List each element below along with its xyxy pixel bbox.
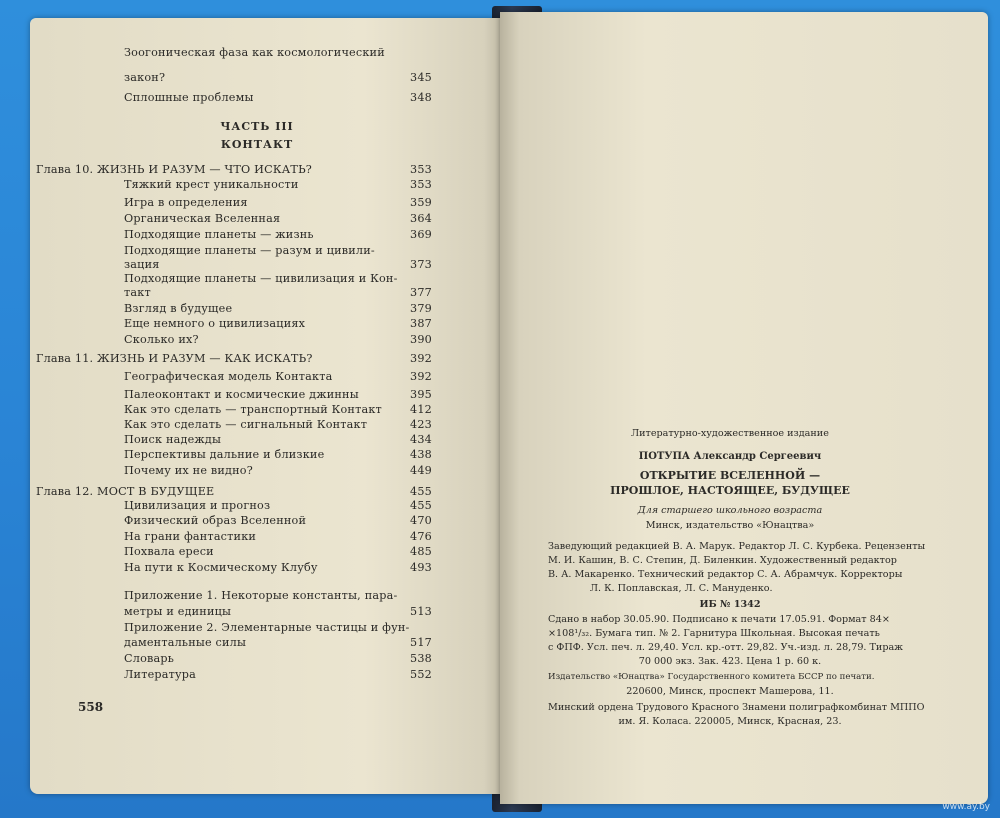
- toc-leader-dots: [373, 418, 402, 432]
- toc-page-number: 517: [410, 636, 432, 649]
- toc-row: [82, 228, 432, 242]
- toc-row: [82, 178, 432, 192]
- toc-entry-title: Палеоконтакт и космические джинны: [124, 388, 359, 401]
- toc-page-number: 412: [410, 403, 432, 416]
- toc-entry-title: Сколько их?: [124, 333, 199, 346]
- toc-leader-dots: [254, 196, 402, 210]
- toc-entry-title: Зоогоническая фаза как космологический: [124, 46, 385, 59]
- toc-row: [82, 464, 432, 478]
- credits-line: В. А. Макаренко. Технический редактор С. А. Абрамчук. Корректоры: [548, 569, 903, 580]
- toc-page-number: 353: [410, 178, 432, 191]
- toc-leader-dots: [252, 636, 402, 650]
- toc-row: [82, 652, 432, 666]
- toc-entry-title: Сплошные проблемы: [124, 91, 254, 104]
- toc-entry-title: Как это сделать — транспортный Контакт: [124, 403, 382, 416]
- toc-page-number: 513: [410, 605, 432, 618]
- toc-leader-dots: [276, 499, 402, 513]
- toc-leader-dots: [171, 71, 402, 85]
- toc-row: [82, 499, 432, 513]
- toc-page-number: 449: [410, 464, 432, 477]
- toc-entry-title: Взгляд в будущее: [124, 302, 233, 315]
- toc-entry-title: Глава 10. ЖИЗНЬ И РАЗУМ — ЧТО ИСКАТЬ?: [36, 163, 313, 176]
- toc-entry-title: Физический образ Вселенной: [124, 514, 307, 527]
- toc-row: [82, 561, 432, 575]
- credits-line: Л. К. Поплавская, Л. С. Мануденко.: [590, 583, 773, 594]
- toc-row: [82, 514, 432, 528]
- print-info-line: 70 000 экз. Зак. 423. Цена 1 р. 60 к.: [638, 656, 822, 667]
- toc-entry-title: Почему их не видно?: [124, 464, 253, 477]
- toc-leader-dots: [165, 258, 402, 272]
- toc-entry-title: Органическая Вселенная: [124, 212, 281, 225]
- toc-entry-title: Подходящие планеты — жизнь: [124, 228, 314, 241]
- toc-page-number: 476: [410, 530, 432, 543]
- ib-number: ИБ № 1342: [699, 599, 761, 610]
- toc-page-number: 395: [410, 388, 432, 401]
- toc-row: [82, 333, 432, 347]
- toc-row: [82, 605, 432, 619]
- toc-page-number: 392: [410, 352, 432, 365]
- toc-entry-title: Приложение 1. Некоторые константы, пара-: [124, 589, 398, 602]
- toc-row: [82, 621, 432, 635]
- toc-entry-title: Глава 11. ЖИЗНЬ И РАЗУМ — КАК ИСКАТЬ?: [36, 352, 313, 365]
- part-title: КОНТАКТ: [220, 138, 294, 151]
- toc-row: [82, 46, 432, 60]
- toc-row: [82, 258, 432, 272]
- toc-page-number: 434: [410, 433, 432, 446]
- toc-entry-title: Подходящие планеты — разум и цивили-: [124, 244, 375, 257]
- toc-row: [82, 668, 432, 682]
- toc-page-number: 369: [410, 228, 432, 241]
- publisher-address-line: 220600, Минск, проспект Машерова, 11.: [626, 686, 834, 697]
- toc-row: [82, 71, 432, 85]
- toc-page-number: 538: [410, 652, 432, 665]
- toc-leader-dots: [286, 212, 402, 226]
- toc-entry-title: закон?: [124, 71, 166, 84]
- toc-page-number: 364: [410, 212, 432, 225]
- toc-chapter-row: [36, 485, 432, 499]
- credits-line: М. И. Кашин, В. С. Степин, Д. Биленкин. Художественный редактор: [548, 555, 897, 566]
- toc-entry-title: Глава 12. МОСТ В БУДУЩЕЕ: [36, 485, 215, 498]
- toc-row: [82, 403, 432, 417]
- toc-entry-title: Поиск надежды: [124, 433, 222, 446]
- toc-row: [82, 212, 432, 226]
- printer-line: им. Я. Коласа. 220005, Минск, Красная, 23.: [618, 716, 842, 727]
- toc-page-number: 392: [410, 370, 432, 383]
- toc-row: [82, 545, 432, 559]
- toc-entry-title: Игра в определения: [124, 196, 248, 209]
- toc-leader-dots: [220, 485, 402, 499]
- toc-leader-dots: [157, 286, 402, 300]
- toc-row: [82, 433, 432, 447]
- book-title-line1: ОТКРЫТИЕ ВСЕЛЕННОЙ —: [639, 469, 821, 482]
- toc-row: [82, 286, 432, 300]
- toc-row: [82, 370, 432, 384]
- toc-page-number: 348: [410, 91, 432, 104]
- toc-page-number: 455: [410, 485, 432, 498]
- toc-entry-title: Еще немного о цивилизациях: [124, 317, 306, 330]
- publisher-city: Минск, издательство «Юнацтва»: [645, 520, 815, 531]
- credits-line: Заведующий редакцией В. А. Марук. Редактор Л. С. Курбека. Рецензенты: [548, 541, 926, 552]
- toc-row: [82, 418, 432, 432]
- toc-chapter-row: [36, 163, 432, 177]
- toc-row: [82, 317, 432, 331]
- page-number: 558: [78, 700, 104, 714]
- toc-page-number: 353: [410, 163, 432, 176]
- toc-leader-dots: [237, 605, 402, 619]
- toc-leader-dots: [324, 561, 402, 575]
- toc-row: [82, 530, 432, 544]
- toc-entry-title: Тяжкий крест уникальности: [124, 178, 299, 191]
- print-info-line: с ФПФ. Усл. печ. л. 29,40. Усл. кр.-отт. 29,82. Уч.-изд. л. 28,79. Тираж: [548, 642, 904, 653]
- toc-page-number: 377: [410, 286, 432, 299]
- toc-entry-title: Приложение 2. Элементарные частицы и фун-: [124, 621, 410, 634]
- print-info-line: ×108¹/₃₂. Бумага тип. № 2. Гарнитура Школьная. Высокая печать: [548, 628, 880, 639]
- toc-page-number: 438: [410, 448, 432, 461]
- print-info-line: Сдано в набор 30.05.90. Подписано к печати 17.05.91. Формат 84×: [548, 614, 890, 625]
- toc-page-number: 387: [410, 317, 432, 330]
- toc-entry-title: Литература: [124, 668, 197, 681]
- toc-entry-title: даментальные силы: [124, 636, 247, 649]
- toc-page-number: 493: [410, 561, 432, 574]
- toc-row: [82, 244, 432, 258]
- toc-entry-title: На пути к Космическому Клубу: [124, 561, 318, 574]
- toc-page-number: 345: [410, 71, 432, 84]
- watermark: www.ay.by: [942, 802, 990, 812]
- toc-leader-dots: [227, 433, 402, 447]
- toc-leader-dots: [260, 91, 402, 105]
- toc-entry-title: зация: [124, 258, 160, 271]
- toc-page-number: 423: [410, 418, 432, 431]
- toc-leader-dots: [320, 228, 402, 242]
- toc-page-number: 373: [410, 258, 432, 271]
- toc-entry-title: метры и единицы: [124, 605, 232, 618]
- printer-line: Минский ордена Трудового Красного Знамени полиграфкомбинат МППО: [548, 702, 925, 713]
- toc-leader-dots: [305, 178, 402, 192]
- toc-leader-dots: [311, 317, 402, 331]
- toc-row: [82, 636, 432, 650]
- toc-page-number: 485: [410, 545, 432, 558]
- toc-page-number: 379: [410, 302, 432, 315]
- audience-note: Для старшего школьного возраста: [637, 505, 823, 516]
- toc-entry-title: Словарь: [124, 652, 175, 665]
- toc-chapter-row: [36, 352, 432, 366]
- edition-type: Литературно-художественное издание: [631, 428, 829, 439]
- toc-page-number: 470: [410, 514, 432, 527]
- toc-page-number: 359: [410, 196, 432, 209]
- toc-leader-dots: [339, 370, 402, 384]
- toc-row: [82, 589, 432, 603]
- toc-entry-title: Перспективы дальние и близкие: [124, 448, 325, 461]
- toc-entry-title: Как это сделать — сигнальный Контакт: [124, 418, 368, 431]
- toc-entry-title: Географическая модель Контакта: [124, 370, 333, 383]
- toc-entry-title: Подходящие планеты — цивилизация и Кон-: [124, 272, 398, 285]
- toc-page-number: 390: [410, 333, 432, 346]
- toc-entry-title: Цивилизация и прогноз: [124, 499, 271, 512]
- toc-leader-dots: [238, 302, 402, 316]
- toc-leader-dots: [180, 652, 402, 666]
- toc-row: [82, 448, 432, 462]
- book-title-line2: ПРОШЛОЕ, НАСТОЯЩЕЕ, БУДУЩЕЕ: [610, 484, 850, 497]
- toc-leader-dots: [365, 388, 402, 402]
- author-name: ПОТУПА Александр Сергеевич: [638, 451, 822, 462]
- toc-leader-dots: [262, 530, 402, 544]
- toc-leader-dots: [259, 464, 402, 478]
- toc-row: [82, 196, 432, 210]
- toc-leader-dots: [330, 448, 402, 462]
- toc-entry-title: такт: [124, 286, 151, 299]
- toc-leader-dots: [205, 333, 402, 347]
- toc-leader-dots: [202, 668, 402, 682]
- publisher-address-line: Издательство «Юнацтва» Государственного комитета БССР по печати.: [548, 672, 875, 682]
- part-label: ЧАСТЬ III: [220, 120, 294, 133]
- toc-leader-dots: [220, 545, 402, 559]
- toc-row: [82, 302, 432, 316]
- toc-entry-title: На грани фантастики: [124, 530, 257, 543]
- toc-row: [82, 272, 432, 286]
- toc-entry-title: Похвала ереси: [124, 545, 214, 558]
- toc-page-number: 455: [410, 499, 432, 512]
- toc-leader-dots: [318, 163, 402, 177]
- toc-row: [82, 91, 432, 105]
- toc-row: [82, 388, 432, 402]
- toc-leader-dots: [312, 514, 402, 528]
- toc-page-number: 552: [410, 668, 432, 681]
